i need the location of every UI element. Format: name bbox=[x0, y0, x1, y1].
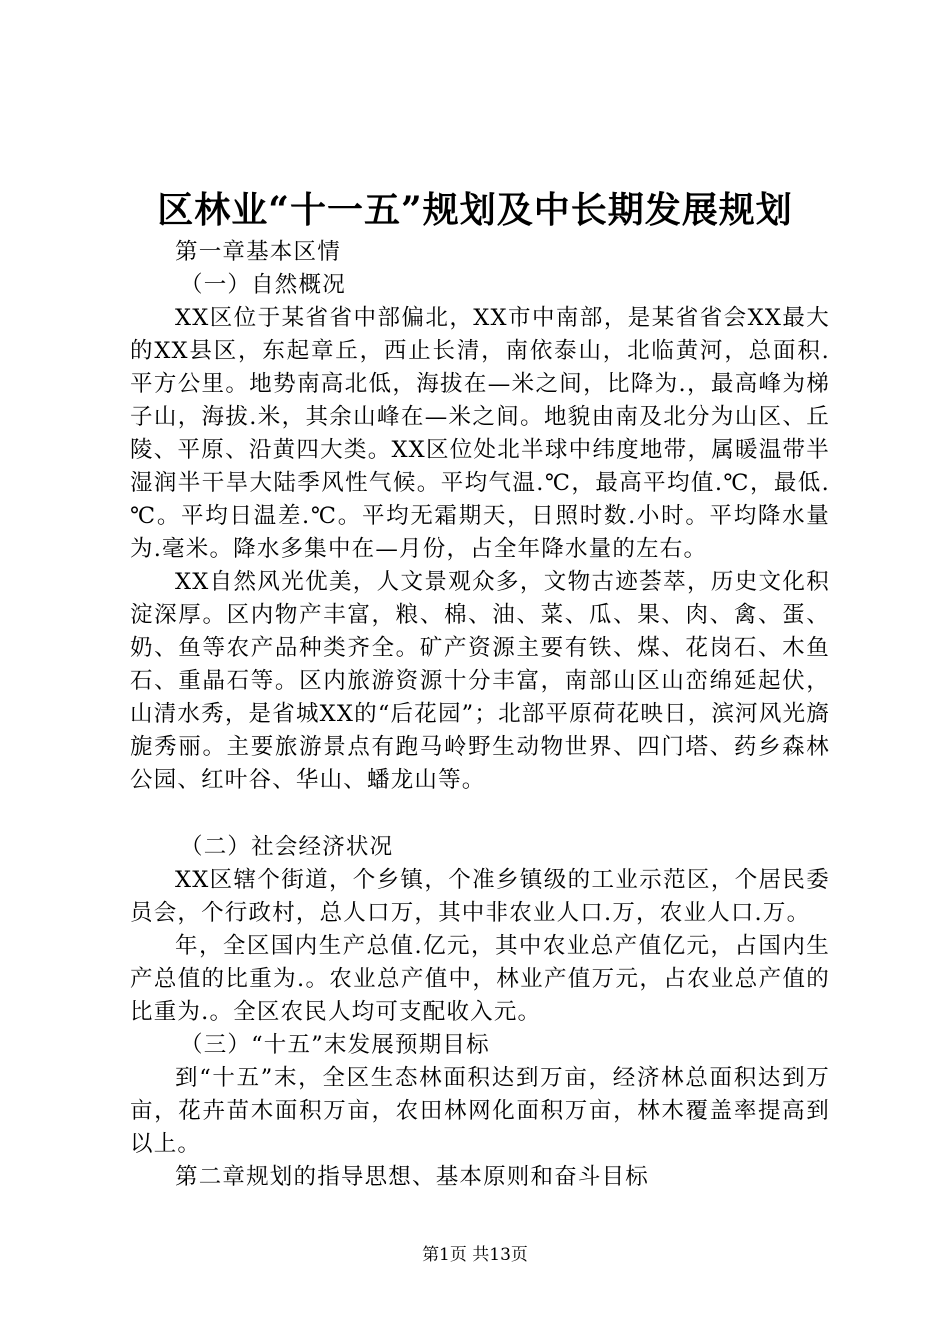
page-number-footer: 第1页 共13页 bbox=[422, 1245, 528, 1265]
paragraph-economy: 年，全区国内生产总值.亿元，其中农业总产值亿元，占国内生产总值的比重为.。农业总产值中，林业产值万元，占农业总产值的比重为.。全区农民人均可支配收入元。 bbox=[130, 933, 830, 1025]
section-heading-targets: （三）“十五”末发展预期目标 bbox=[180, 1032, 490, 1058]
chapter-heading-1: 第一章基本区情 bbox=[175, 239, 341, 265]
document-title: 区林业“十一五”规划及中长期发展规划 bbox=[157, 189, 793, 231]
paragraph-targets: 到“十五”末，全区生态林面积达到万亩，经济林总面积达到万亩，花卉苗木面积万亩，农田林网化面积万亩，林木覆盖率提高到以上。 bbox=[130, 1065, 830, 1157]
paragraph-administration: XX区辖个街道，个乡镇，个准乡镇级的工业示范区，个居民委员会，个行政村，总人口万，其中非农业人口.万，农业人口.万。 bbox=[130, 867, 830, 926]
paragraph-natural-overview: XX区位于某省省中部偏北，XX市中南部，是某省省会XX最大的XX县区，东起章丘，西止长清，南依泰山，北临黄河，总面积.平方公里。地势南高北低，海拔在—米之间，比降为.，最高峰为梯子山，海拔.米，其余山峰在—米之间。地貌由南及北分为山区、丘陵、平原、沿黄四大类。XX区位处北半球中纬度地带，属暖温带半湿润半干旱大陆季风性气候。平均气温.℃，最高平均值.℃，最低.℃。平均日温差.℃。平均无霜期天，日照时数.小时。平均降水量为.毫米。降水多集中在—月份，占全年降水量的左右。 bbox=[130, 305, 830, 562]
document-body bbox=[130, 236, 830, 1194]
paragraph-culture-resources: XX自然风光优美，人文景观众多，文物古迹荟萃，历史文化积淀深厚。区内物产丰富，粮、棉、油、菜、瓜、果、肉、禽、蛋、奶、鱼等农产品种类齐全。矿产资源主要有铁、煤、花岗石、木鱼石、重晶石等。区内旅游资源十分丰富，南部山区山峦绵延起伏，山清水秀，是省城XX的“后花园”；北部平原荷花映日，滨河风光旖旎秀丽。主要旅游景点有跑马岭野生动物世界、四门塔、药乡森林公园、红叶谷、华山、蟠龙山等。 bbox=[130, 569, 830, 793]
section-heading-natural: （一）自然概况 bbox=[180, 272, 346, 298]
section-heading-socioeconomic: （二）社会经济状况 bbox=[180, 834, 394, 860]
chapter-heading-2: 第二章规划的指导思想、基本原则和奋斗目标 bbox=[175, 1164, 650, 1190]
